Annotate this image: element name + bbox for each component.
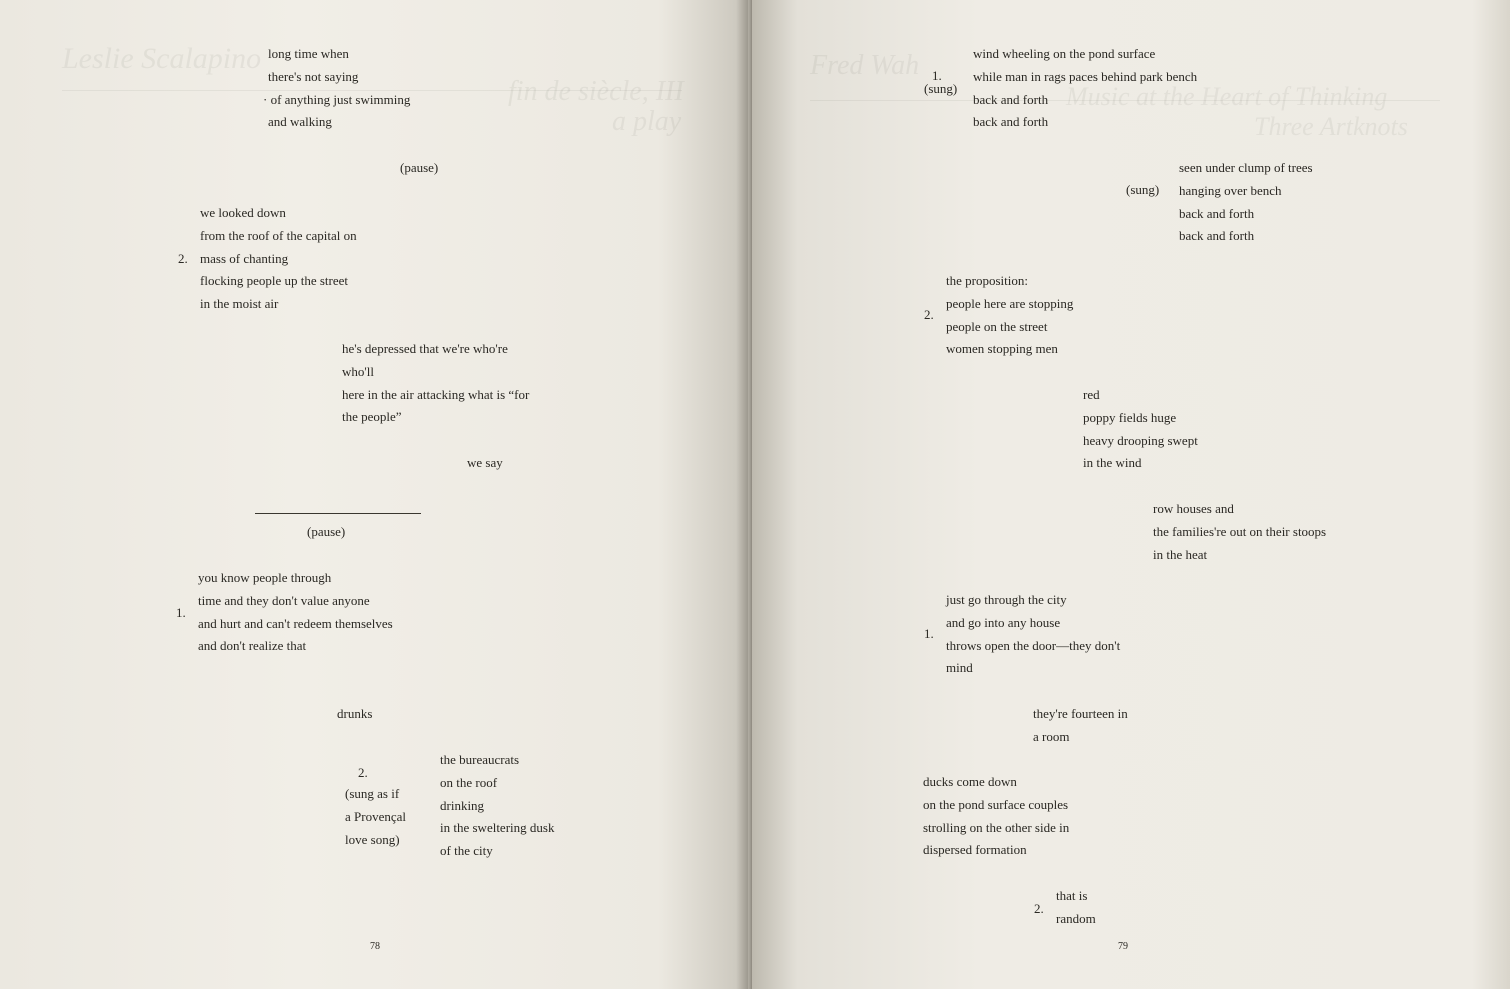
stanza-fourteen [1033, 703, 1128, 749]
verse-line: they're fourteen in [1033, 706, 1128, 721]
ghost-title-line-2: a play [612, 106, 682, 137]
verse-line: wind wheeling on the pond surface [973, 46, 1156, 61]
verse-line: the proposition: [946, 273, 1028, 288]
verse-line: on the pond surface couples [923, 796, 1069, 812]
drunks-line: drunks [337, 706, 373, 721]
verse-line: back and forth [973, 91, 1049, 107]
verse-line: · of anything just swimming [263, 91, 411, 107]
section-number: 1. [932, 68, 942, 83]
verse-line: and don't realize that [198, 638, 307, 654]
stanza-row-houses [1153, 498, 1326, 566]
verse-line: from the roof of the capital on [200, 227, 357, 243]
verse-line: the bureaucrats [440, 752, 520, 767]
stanza-ducks [923, 771, 1069, 862]
verse-line: the people” [342, 409, 402, 425]
verse-line: ducks come down [923, 774, 1017, 789]
page-number: 78 [370, 941, 380, 952]
stanza-you-know [198, 567, 393, 658]
verse-line: women stopping men [946, 341, 1058, 357]
stanza-proposition [946, 270, 1073, 361]
verse-line: back and forth [973, 114, 1049, 130]
section-number: 2. [1034, 901, 1044, 916]
verse-line: random [1056, 910, 1096, 926]
verse-line: mind [946, 660, 973, 676]
verse-line: in the sweltering dusk [440, 820, 555, 836]
verse-line: a Provençal [345, 808, 407, 824]
verse-line: seen under clump of trees [1179, 160, 1313, 175]
verse-line: row houses and [1153, 501, 1234, 516]
section-number: 2. [358, 765, 368, 780]
stanza-through-city [946, 589, 1120, 680]
verse-line: in the moist air [200, 296, 279, 312]
sung-marker: (sung) [924, 81, 958, 96]
verse-line: people here are stopping [946, 295, 1074, 311]
verse-line: time and they don't value anyone [198, 592, 370, 608]
verse-line: people on the street [946, 318, 1048, 334]
stanza-red-poppy [1083, 384, 1198, 475]
verse-line: red [1083, 387, 1100, 402]
verse-line: love song) [345, 831, 400, 847]
verse-line: in the wind [1083, 455, 1142, 471]
verse-line: the families're out on their stoops [1153, 523, 1327, 539]
pause-marker-2: (pause) [307, 524, 346, 539]
verse-line: of the city [440, 843, 493, 859]
stanza-wind-wheeling [973, 43, 1197, 134]
verse-line: and walking [268, 114, 332, 130]
verse-line: we looked down [200, 205, 286, 220]
verse-line: he's depressed that we're who're [342, 341, 508, 356]
verse-line: just go through the city [946, 592, 1067, 607]
stanza-depressed [342, 338, 529, 429]
verse-line: long time when [268, 46, 349, 61]
section-number: 1. [176, 605, 186, 620]
stanza-sung-as-if [345, 783, 406, 851]
page-number: 79 [1118, 941, 1128, 952]
stanza-long-time [263, 43, 411, 134]
verse-line: strolling on the other side in [923, 819, 1070, 835]
verse-line: who'll [342, 363, 374, 379]
stanza-looked-down [200, 202, 357, 316]
section-number: 1. [924, 626, 934, 641]
ghost-title-line-1: fin de siècle, III [508, 76, 684, 107]
verse-line: (sung as if [345, 786, 400, 801]
stanza-random [1056, 885, 1096, 931]
verse-line: in the heat [1153, 546, 1208, 562]
verse-line: there's not saying [268, 68, 359, 84]
verse-line: poppy fields huge [1083, 409, 1177, 425]
verse-line: heavy drooping swept [1083, 432, 1198, 448]
section-number: 2. [924, 307, 934, 322]
sung-marker: (sung) [1126, 182, 1160, 197]
verse-line: on the roof [440, 774, 498, 790]
verse-line: and go into any house [946, 614, 1061, 630]
verse-line: flocking people up the street [200, 273, 349, 289]
ghost-author-heading: Fred Wah [810, 50, 920, 81]
stanza-seen-under [1179, 157, 1313, 248]
ghost-title-line-2: Three Artknots [1254, 112, 1408, 141]
section-number: 2. [178, 251, 188, 266]
verse-line: dispersed formation [923, 842, 1027, 858]
stanza-bureaucrats [440, 749, 554, 863]
verse-line: back and forth [1179, 205, 1255, 221]
verse-line: and hurt and can't redeem themselves [198, 615, 393, 631]
ghost-author-heading: Leslie Scalapino [62, 42, 262, 75]
section-divider-rule [255, 513, 421, 514]
verse-line: you know people through [198, 570, 332, 585]
verse-line: drinking [440, 797, 485, 813]
verse-line: while man in rags paces behind park bench [973, 68, 1198, 84]
left-page [0, 0, 748, 989]
right-page [752, 0, 1510, 989]
verse-line: a room [1033, 728, 1070, 744]
verse-line: here in the air attacking what is “for [342, 386, 530, 402]
verse-line: mass of chanting [200, 250, 289, 266]
verse-line: that is [1056, 888, 1088, 903]
verse-line: hanging over bench [1179, 182, 1282, 198]
verse-line: throws open the door—they don't [946, 637, 1121, 653]
we-say-line: we say [467, 455, 503, 470]
pause-marker-1: (pause) [400, 160, 439, 175]
ghost-title-line-1: Music at the Heart of Thinking [1066, 82, 1388, 111]
verse-line: back and forth [1179, 228, 1255, 244]
